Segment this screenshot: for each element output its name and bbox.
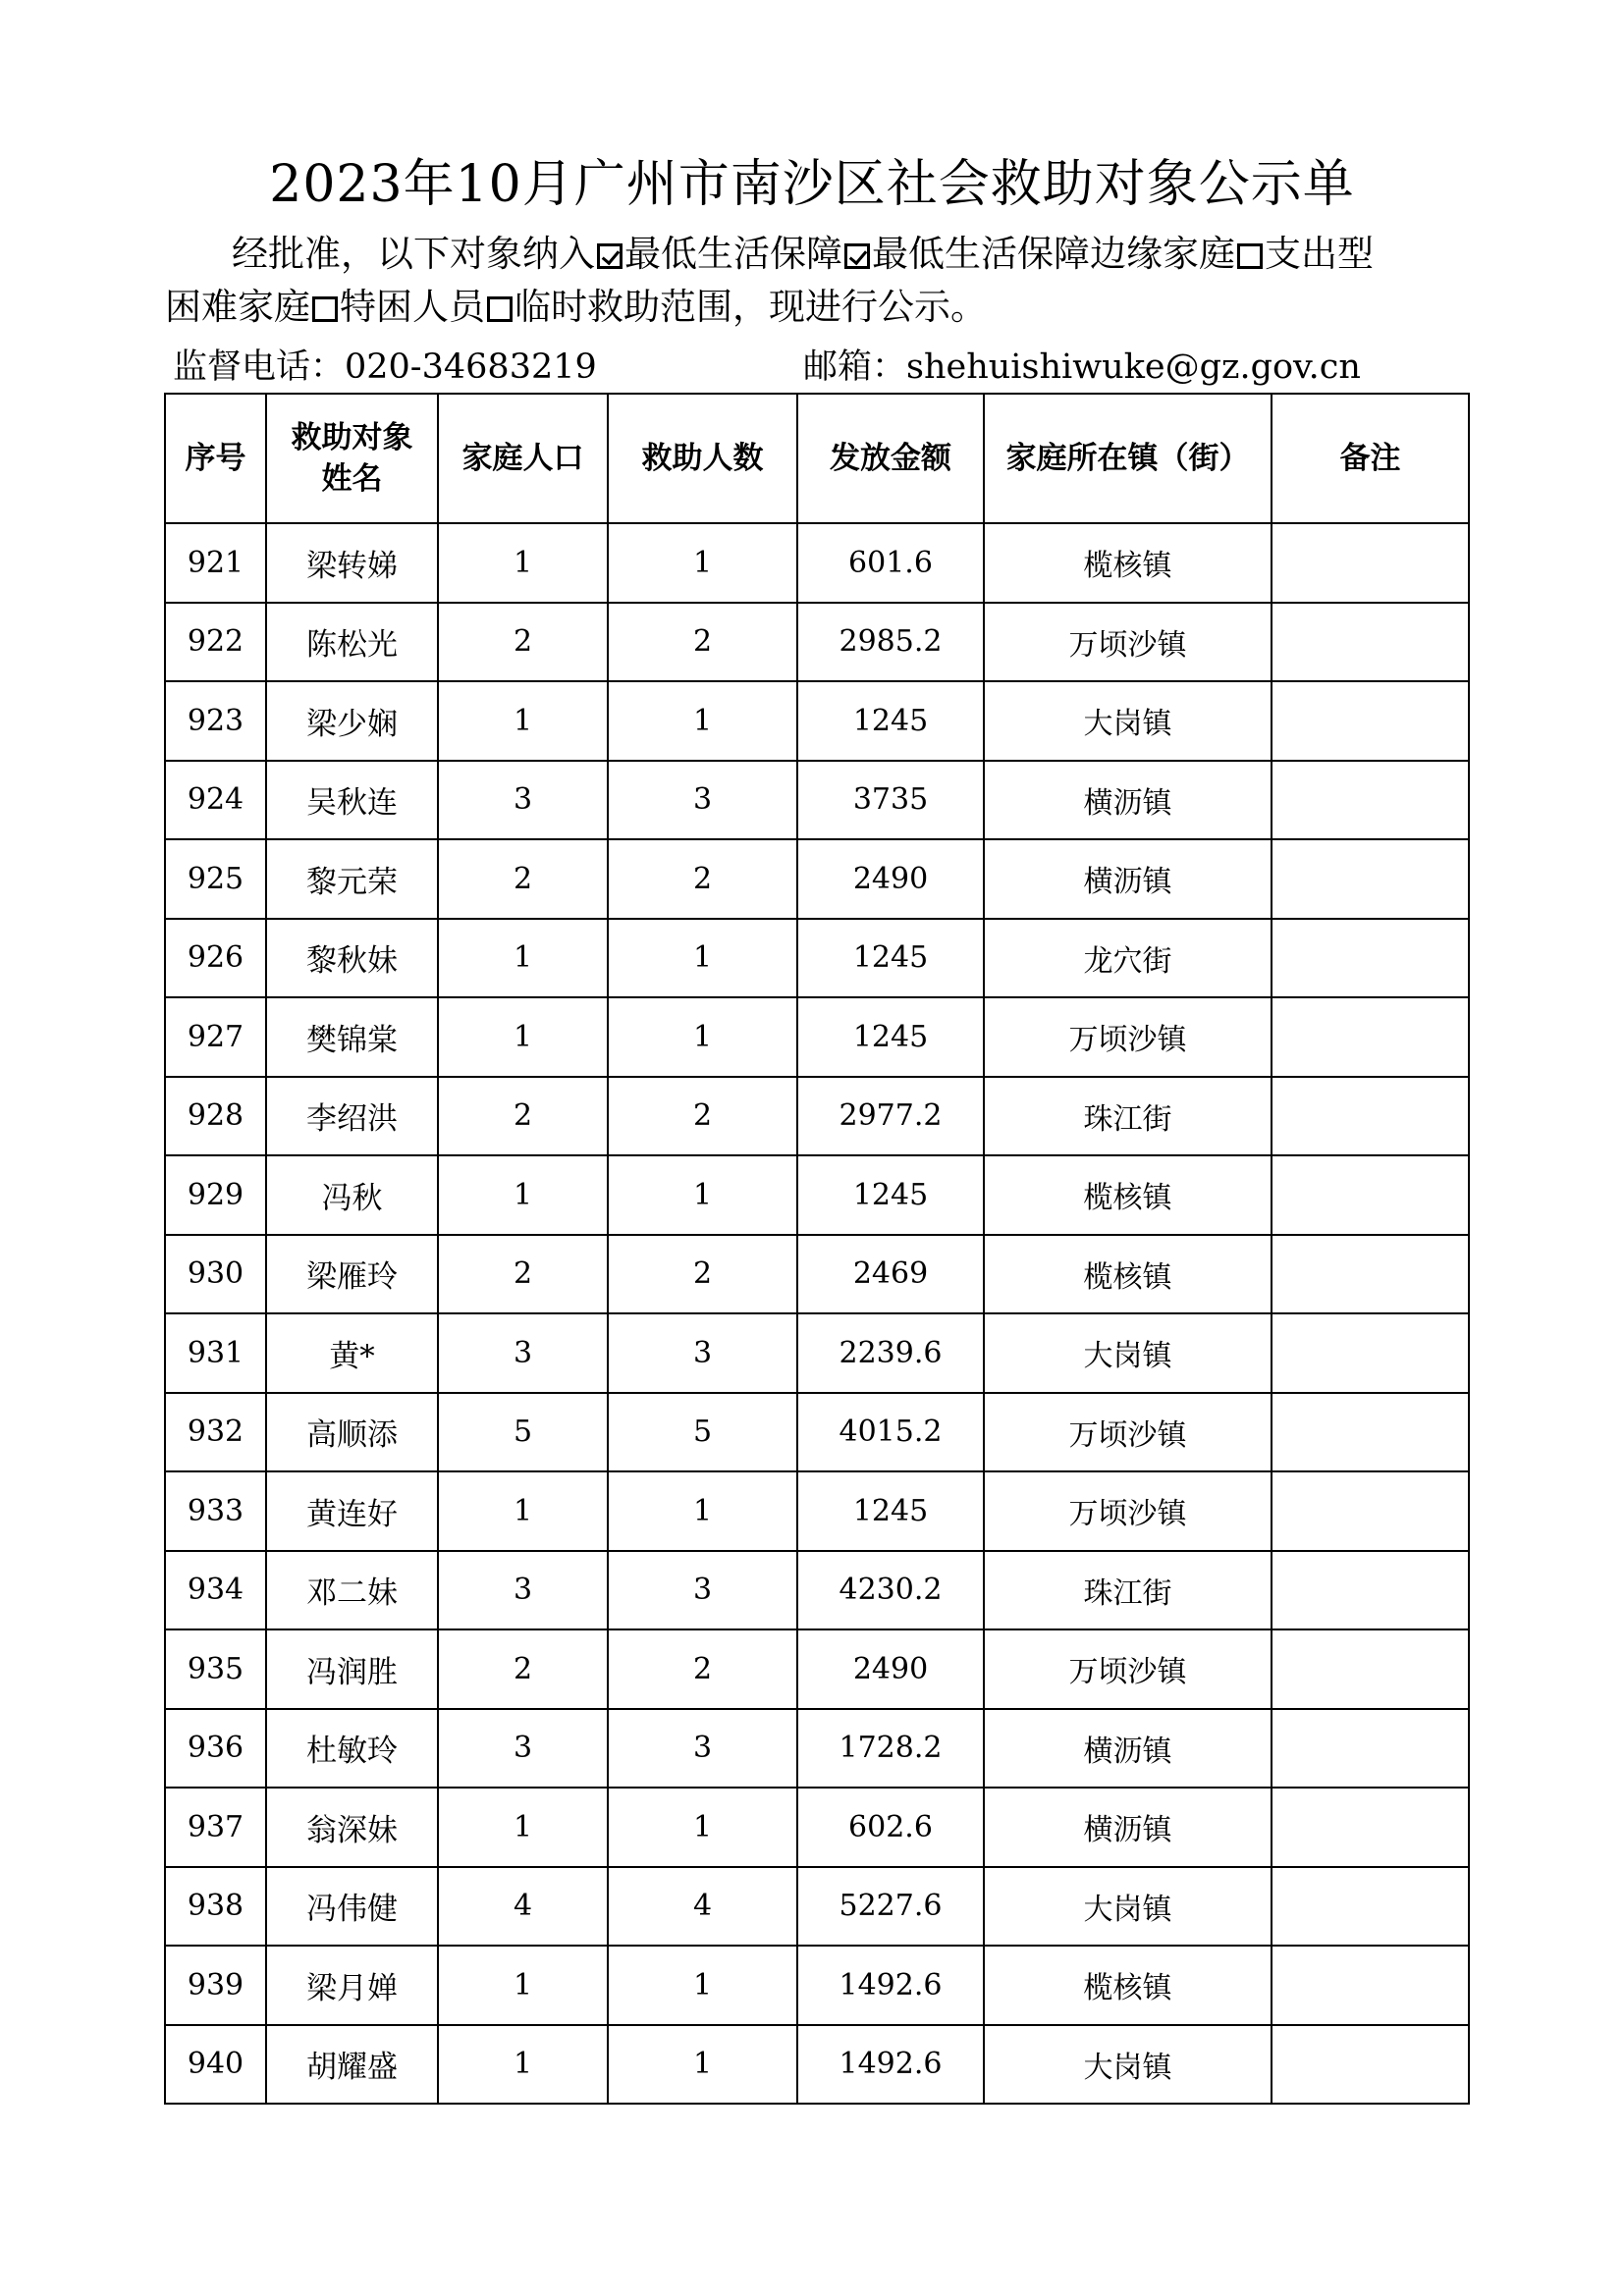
checkbox-min-living-edge [844,243,870,269]
cell-aided-count: 2 [608,603,797,682]
cell-family-size: 3 [438,1313,608,1393]
cell-town: 万顷沙镇 [984,603,1272,682]
cell-aided-count: 2 [608,1629,797,1709]
supervision-phone: 监督电话：020-34683219 [173,347,597,387]
aid-recipients-table [164,393,1470,2105]
cell-amount: 1492.6 [797,1946,984,2025]
cell-note [1272,761,1469,840]
cell-name: 胡耀盛 [266,2025,438,2105]
cell-family-size: 1 [438,997,608,1077]
table-row [165,1788,1469,1867]
cell-name: 黎元荣 [266,839,438,919]
cell-seq: 935 [165,1629,266,1709]
cell-name: 黎秋妹 [266,919,438,998]
table-row [165,1077,1469,1156]
cell-aided-count: 1 [608,1471,797,1551]
cell-amount: 1492.6 [797,2025,984,2105]
cell-note [1272,523,1469,603]
header-family-size: 家庭人口 [438,394,608,523]
cell-family-size: 5 [438,1393,608,1472]
header-town: 家庭所在镇（街） [984,394,1272,523]
cell-note [1272,839,1469,919]
cell-aided-count: 3 [608,1709,797,1789]
cell-name: 李绍洪 [266,1077,438,1156]
cell-family-size: 2 [438,1235,608,1314]
option-label-min-living-edge: 最低生活保障边缘家庭 [872,233,1235,275]
cell-note [1272,603,1469,682]
cell-seq: 927 [165,997,266,1077]
table-header-row [165,394,1469,523]
header-aided-count: 救助人数 [608,394,797,523]
cell-family-size: 1 [438,1788,608,1867]
cell-amount: 4015.2 [797,1393,984,1472]
cell-name: 杜敏玲 [266,1709,438,1789]
cell-name: 梁月婵 [266,1946,438,2025]
table-row [165,1709,1469,1789]
cell-family-size: 1 [438,2025,608,2105]
cell-town: 大岗镇 [984,681,1272,761]
cell-seq: 937 [165,1788,266,1867]
cell-name: 吴秋连 [266,761,438,840]
cell-family-size: 2 [438,1629,608,1709]
cell-note [1272,1709,1469,1789]
header-amount: 发放金额 [797,394,984,523]
page-title: 2023年10月广州市南沙区社会救助对象公示单 [269,155,1355,214]
cell-town: 大岗镇 [984,1867,1272,1947]
cell-name: 冯伟健 [266,1867,438,1947]
cell-seq: 925 [165,839,266,919]
table-row [165,1471,1469,1551]
table-row [165,1551,1469,1630]
cell-name: 冯润胜 [266,1629,438,1709]
table-row [165,1867,1469,1947]
cell-amount: 602.6 [797,1788,984,1867]
cell-name: 梁雁玲 [266,1235,438,1314]
option-label-min-living: 最低生活保障 [624,233,842,275]
cell-name: 樊锦棠 [266,997,438,1077]
table-row [165,1629,1469,1709]
cell-seq: 940 [165,2025,266,2105]
cell-aided-count: 4 [608,1867,797,1947]
checkbox-min-living [597,243,623,269]
cell-note [1272,1313,1469,1393]
table-row [165,1946,1469,2025]
cell-note [1272,681,1469,761]
checkbox-extreme-poverty [312,296,338,322]
cell-town: 大岗镇 [984,2025,1272,2105]
cell-note [1272,1867,1469,1947]
cell-note [1272,2025,1469,2105]
cell-note [1272,1393,1469,1472]
cell-amount: 1245 [797,681,984,761]
table-row [165,997,1469,1077]
table-row [165,919,1469,998]
option-label-temporary-aid: 临时救助范围，现进行公示。 [514,286,987,328]
cell-note [1272,997,1469,1077]
option-label-expenditure-hardship-b: 困难家庭 [165,286,310,328]
cell-amount: 1245 [797,919,984,998]
cell-aided-count: 1 [608,523,797,603]
header-note: 备注 [1272,394,1469,523]
cell-note [1272,1551,1469,1630]
cell-town: 龙穴街 [984,919,1272,998]
cell-name: 高顺添 [266,1393,438,1472]
cell-name: 翁深妹 [266,1788,438,1867]
table-row [165,2025,1469,2105]
table-row [165,1155,1469,1235]
cell-amount: 2239.6 [797,1313,984,1393]
cell-town: 榄核镇 [984,1155,1272,1235]
cell-seq: 929 [165,1155,266,1235]
cell-family-size: 1 [438,919,608,998]
option-label-expenditure-hardship-a: 支出型 [1265,233,1374,275]
cell-seq: 924 [165,761,266,840]
cell-amount: 2985.2 [797,603,984,682]
cell-amount: 601.6 [797,523,984,603]
cell-town: 榄核镇 [984,523,1272,603]
header-name [266,394,438,523]
cell-family-size: 1 [438,1155,608,1235]
cell-family-size: 3 [438,1709,608,1789]
cell-family-size: 2 [438,603,608,682]
checkbox-expenditure-hardship [1237,243,1263,269]
cell-seq: 939 [165,1946,266,2025]
cell-aided-count: 1 [608,919,797,998]
cell-seq: 931 [165,1313,266,1393]
cell-note [1272,1788,1469,1867]
cell-family-size: 1 [438,1946,608,2025]
cell-aided-count: 3 [608,761,797,840]
cell-aided-count: 3 [608,1551,797,1630]
table-body [165,523,1469,2104]
cell-town: 珠江街 [984,1551,1272,1630]
cell-note [1272,1077,1469,1156]
cell-note [1272,1471,1469,1551]
cell-amount: 2490 [797,1629,984,1709]
cell-seq: 933 [165,1471,266,1551]
cell-note [1272,919,1469,998]
cell-aided-count: 3 [608,1313,797,1393]
cell-town: 万顷沙镇 [984,1629,1272,1709]
cell-town: 横沥镇 [984,1788,1272,1867]
cell-family-size: 1 [438,681,608,761]
option-label-extreme-poverty: 特困人员 [340,286,485,328]
cell-note [1272,1235,1469,1314]
cell-family-size: 3 [438,1551,608,1630]
cell-seq: 926 [165,919,266,998]
cell-town: 万顷沙镇 [984,1393,1272,1472]
cell-seq: 930 [165,1235,266,1314]
cell-town: 榄核镇 [984,1235,1272,1314]
cell-seq: 928 [165,1077,266,1156]
intro-text: 经批准，以下对象纳入 [232,233,595,275]
cell-name: 陈松光 [266,603,438,682]
cell-amount: 2469 [797,1235,984,1314]
intro-paragraph [165,228,1471,334]
cell-town: 横沥镇 [984,1709,1272,1789]
cell-family-size: 4 [438,1867,608,1947]
cell-aided-count: 2 [608,839,797,919]
cell-amount: 1245 [797,1471,984,1551]
checkbox-temporary-aid [487,296,513,322]
table-row [165,1235,1469,1314]
table-row [165,839,1469,919]
cell-seq: 932 [165,1393,266,1472]
cell-town: 大岗镇 [984,1313,1272,1393]
cell-aided-count: 1 [608,681,797,761]
table-row [165,1313,1469,1393]
cell-note [1272,1629,1469,1709]
header-name-line-2: 姓名 [321,461,383,497]
cell-amount: 2977.2 [797,1077,984,1156]
cell-seq: 921 [165,523,266,603]
cell-town: 横沥镇 [984,839,1272,919]
intro-line-2 [165,281,1471,334]
cell-amount: 4230.2 [797,1551,984,1630]
cell-amount: 2490 [797,839,984,919]
cell-aided-count: 1 [608,1946,797,2025]
header-seq: 序号 [165,394,266,523]
cell-seq: 934 [165,1551,266,1630]
table-row [165,761,1469,840]
cell-note [1272,1946,1469,2025]
cell-family-size: 1 [438,523,608,603]
cell-town: 万顷沙镇 [984,997,1272,1077]
cell-family-size: 3 [438,761,608,840]
cell-amount: 1728.2 [797,1709,984,1789]
contact-email: 邮箱：shehuishiwuke@gz.gov.cn [803,347,1361,387]
cell-name: 黄连好 [266,1471,438,1551]
cell-seq: 936 [165,1709,266,1789]
cell-name: 冯秋 [266,1155,438,1235]
cell-aided-count: 1 [608,1155,797,1235]
cell-aided-count: 2 [608,1077,797,1156]
cell-aided-count: 5 [608,1393,797,1472]
cell-name: 梁少娴 [266,681,438,761]
table-row [165,603,1469,682]
cell-town: 横沥镇 [984,761,1272,840]
cell-name: 邓二妹 [266,1551,438,1630]
table-row [165,1393,1469,1472]
cell-family-size: 2 [438,1077,608,1156]
table-row [165,523,1469,603]
cell-amount: 3735 [797,761,984,840]
cell-seq: 923 [165,681,266,761]
cell-note [1272,1155,1469,1235]
cell-town: 榄核镇 [984,1946,1272,2025]
cell-family-size: 1 [438,1471,608,1551]
cell-seq: 922 [165,603,266,682]
cell-amount: 1245 [797,1155,984,1235]
header-name-line-1: 救助对象 [291,420,413,455]
cell-aided-count: 1 [608,2025,797,2105]
cell-aided-count: 2 [608,1235,797,1314]
table-row [165,681,1469,761]
cell-family-size: 2 [438,839,608,919]
cell-town: 万顷沙镇 [984,1471,1272,1551]
cell-aided-count: 1 [608,997,797,1077]
cell-amount: 1245 [797,997,984,1077]
cell-seq: 938 [165,1867,266,1947]
cell-town: 珠江街 [984,1077,1272,1156]
intro-line-1 [165,228,1471,281]
cell-name: 黄* [266,1313,438,1393]
cell-aided-count: 1 [608,1788,797,1867]
cell-name: 梁转娣 [266,523,438,603]
cell-amount: 5227.6 [797,1867,984,1947]
